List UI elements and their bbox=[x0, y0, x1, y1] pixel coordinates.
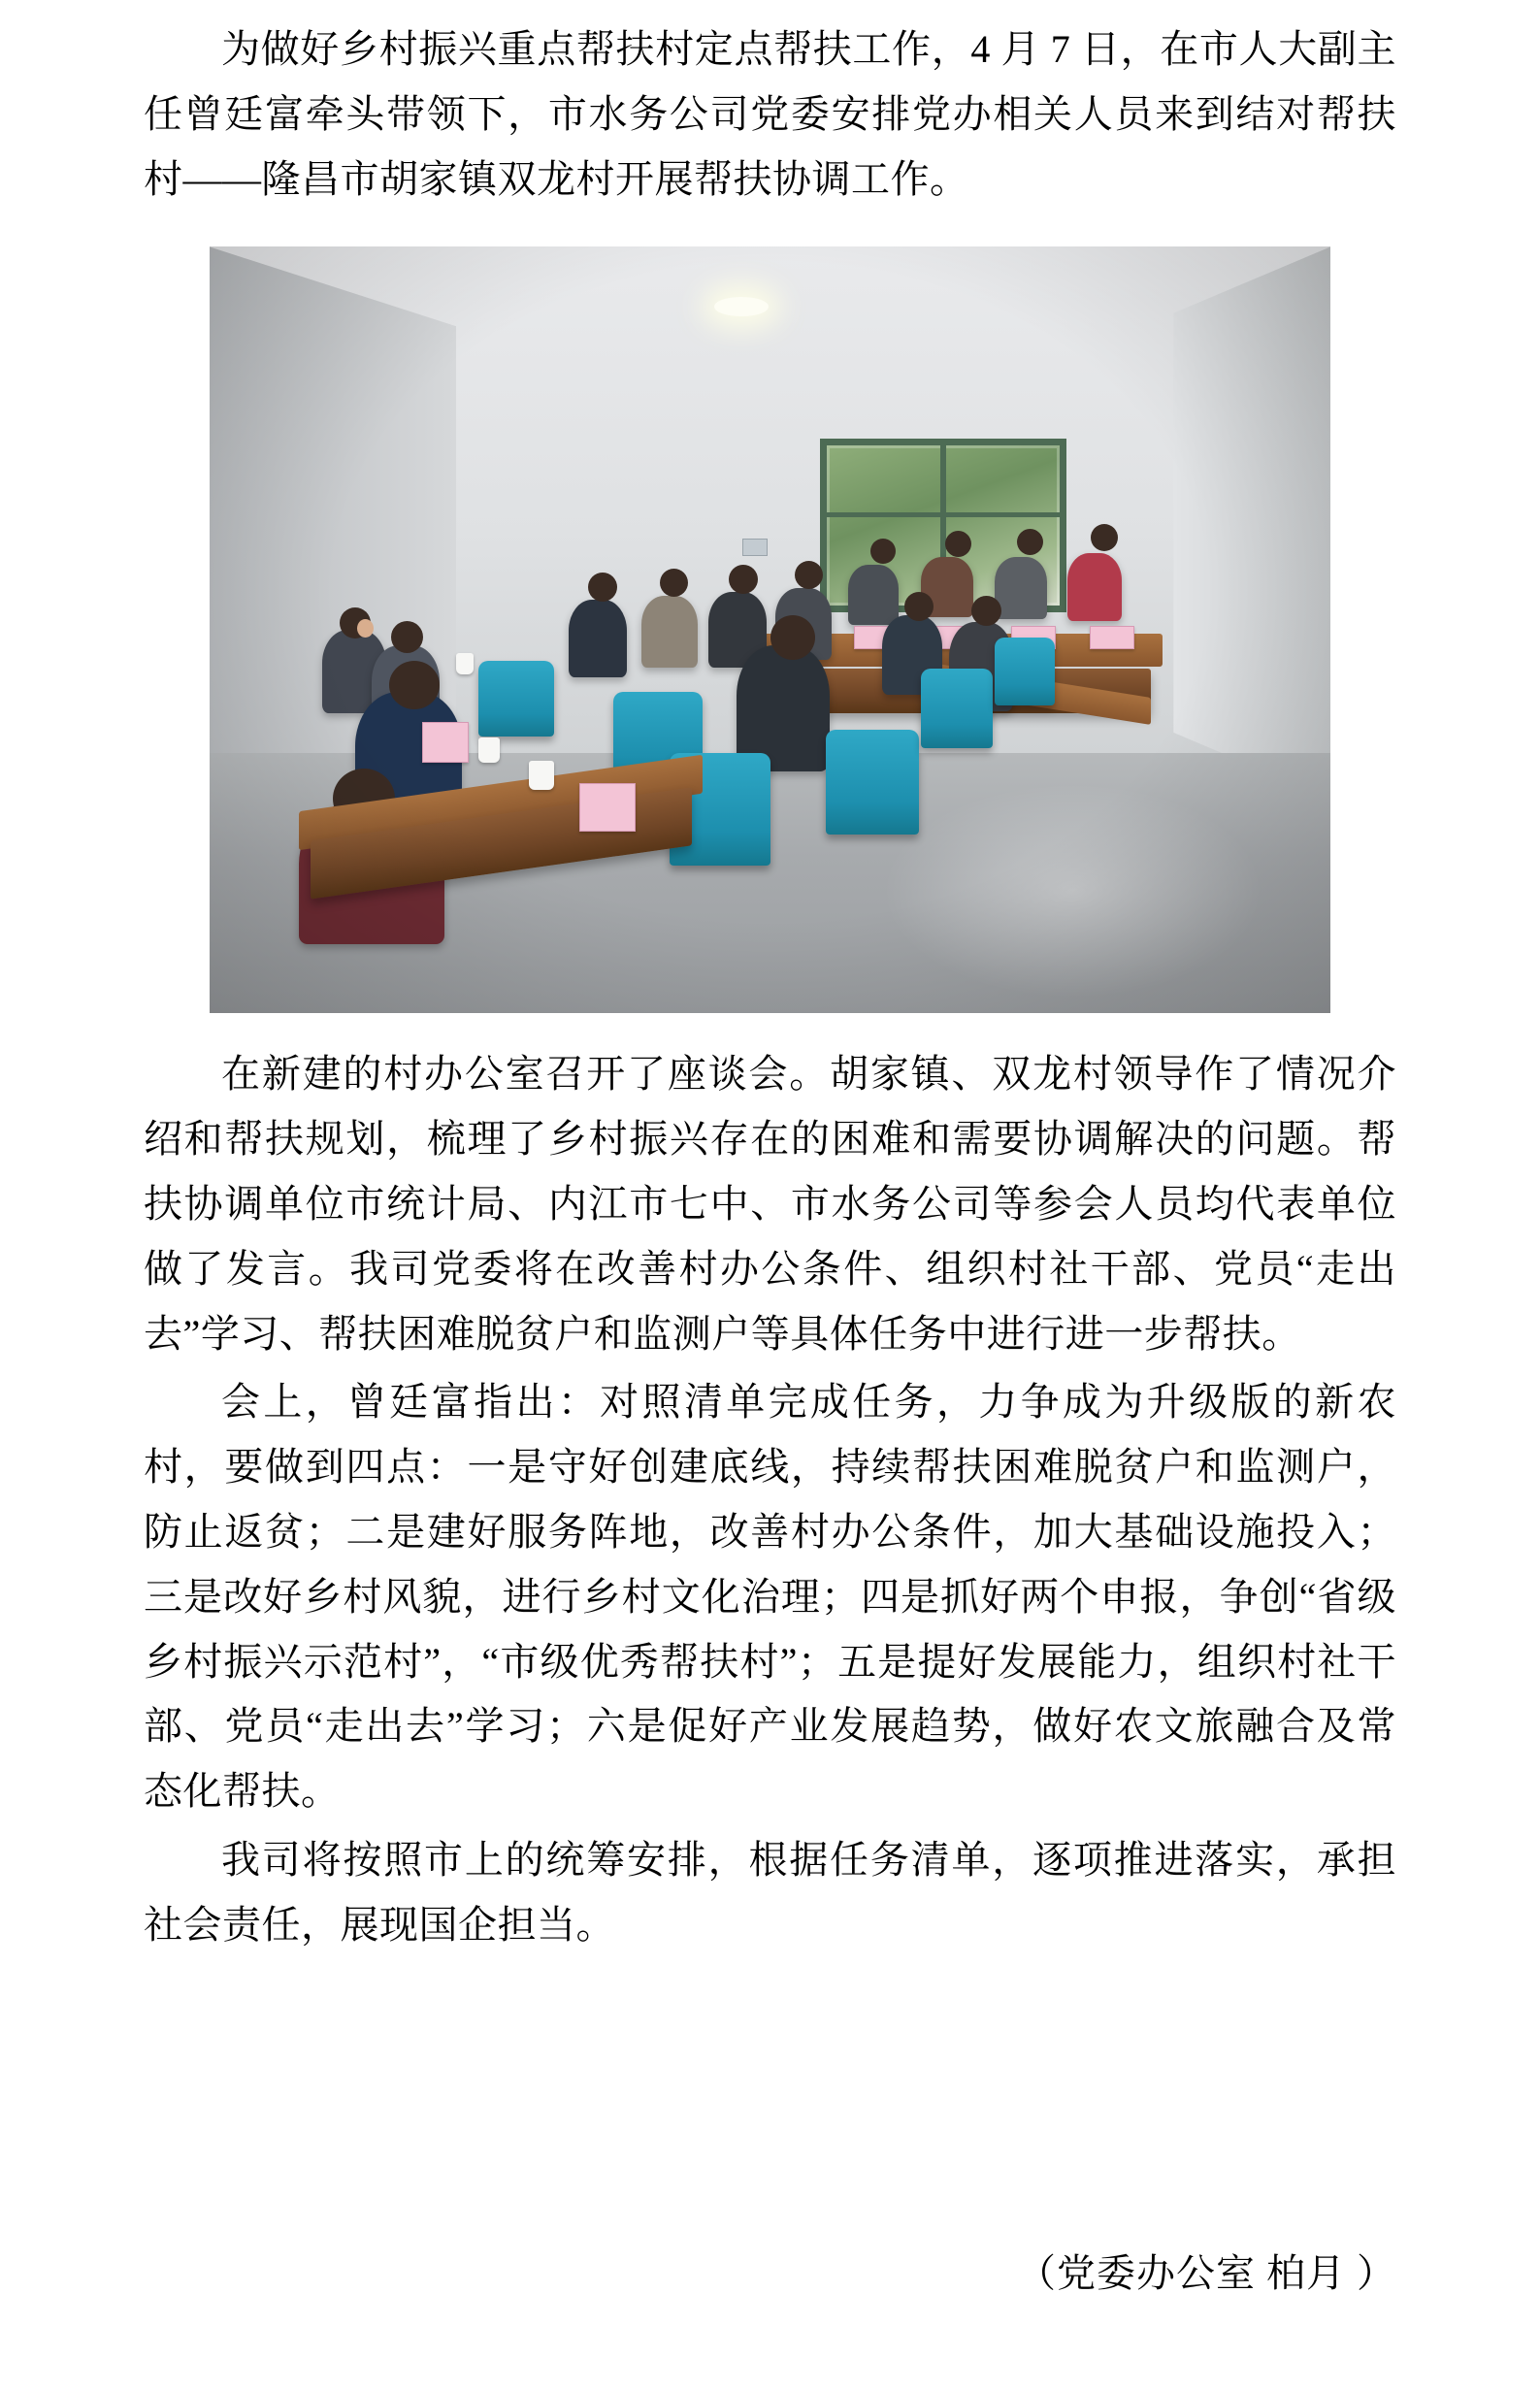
person-mid-3-head bbox=[729, 565, 758, 594]
paragraph-1: 为做好乡村振兴重点帮扶村定点帮扶工作，4 月 7 日，在市人大副主任曾廷富牵头带领下，市水务公司党委安排党办相关人员来到结对帮扶村——隆昌市胡家镇双龙村开展帮扶协调工作。 bbox=[144, 27, 1396, 201]
chair-5 bbox=[921, 669, 993, 748]
person-right-2-head bbox=[971, 596, 1001, 626]
signature-line: （党委办公室 柏月 ） bbox=[1017, 2251, 1396, 2295]
ceiling-light-icon bbox=[714, 297, 769, 316]
paragraph-4: 我司将按照市上的统筹安排，根据任务清单，逐项推进落实，承担社会责任，展现国企担当。 bbox=[144, 1837, 1396, 1947]
person-far-4 bbox=[1067, 553, 1122, 621]
person-left-2-head bbox=[391, 621, 423, 653]
person-mid-1 bbox=[569, 600, 627, 677]
person-far-3-head bbox=[1017, 529, 1043, 555]
chair-4 bbox=[826, 730, 919, 835]
cup-1 bbox=[478, 737, 500, 763]
name-card-front-2 bbox=[579, 783, 636, 832]
person-far-4-head bbox=[1091, 524, 1118, 551]
cup-2 bbox=[529, 761, 554, 790]
person-far-2-head bbox=[945, 531, 971, 557]
person-left-3-head bbox=[389, 661, 440, 709]
person-far-1-head bbox=[870, 539, 896, 564]
person-far-3 bbox=[995, 557, 1047, 619]
photo-container bbox=[144, 246, 1396, 1013]
paragraph-3: 会上，曾廷富指出：对照清单完成任务，力争成为升级版的新农村，要做到四点：一是守好创建底线，持续帮扶困难脱贫户和监测户，防止返贫；二是建好服务阵地，改善村办公条件，加大基础设施投入；三是改好乡村风貌，进行乡村文化治理；四是抓好两个申报，争创“省级乡村振兴示范村”，“市级优秀帮扶村”；五是提好发展能力，组织村社干部、党员“走出去”学习；六是促好产业发展趋势，做好农文旅融合及常态化帮扶。 bbox=[144, 1380, 1396, 1814]
person-right-1-head bbox=[904, 592, 934, 621]
name-card-front-1 bbox=[422, 722, 469, 763]
cup-3 bbox=[456, 653, 474, 674]
right-wall bbox=[1173, 246, 1330, 799]
person-far-1 bbox=[848, 565, 899, 625]
person-front-2-head bbox=[770, 615, 815, 660]
chair-6 bbox=[995, 638, 1055, 705]
paragraph-2: 在新建的村办公室召开了座谈会。胡家镇、双龙村领导作了情况介绍和帮扶规划，梳理了乡村振兴存在的困难和需要协调解决的问题。帮扶协调单位市统计局、内江市七中、市水务公司等参会人员均代表单位做了发言。我司党委将在改善村办公条件、组织村社干部、党员“走出去”学习、帮扶困难脱贫户和监测户等具体任务中进行进一步帮扶。 bbox=[144, 1052, 1396, 1356]
wall-switch-plate bbox=[742, 539, 768, 556]
name-card-far-4 bbox=[1090, 626, 1134, 649]
chair-1 bbox=[478, 661, 554, 737]
person-mid-2 bbox=[641, 596, 698, 668]
person-mid-4-head bbox=[795, 561, 823, 589]
floor-highlight bbox=[882, 783, 1263, 998]
meeting-photo bbox=[210, 246, 1330, 1013]
